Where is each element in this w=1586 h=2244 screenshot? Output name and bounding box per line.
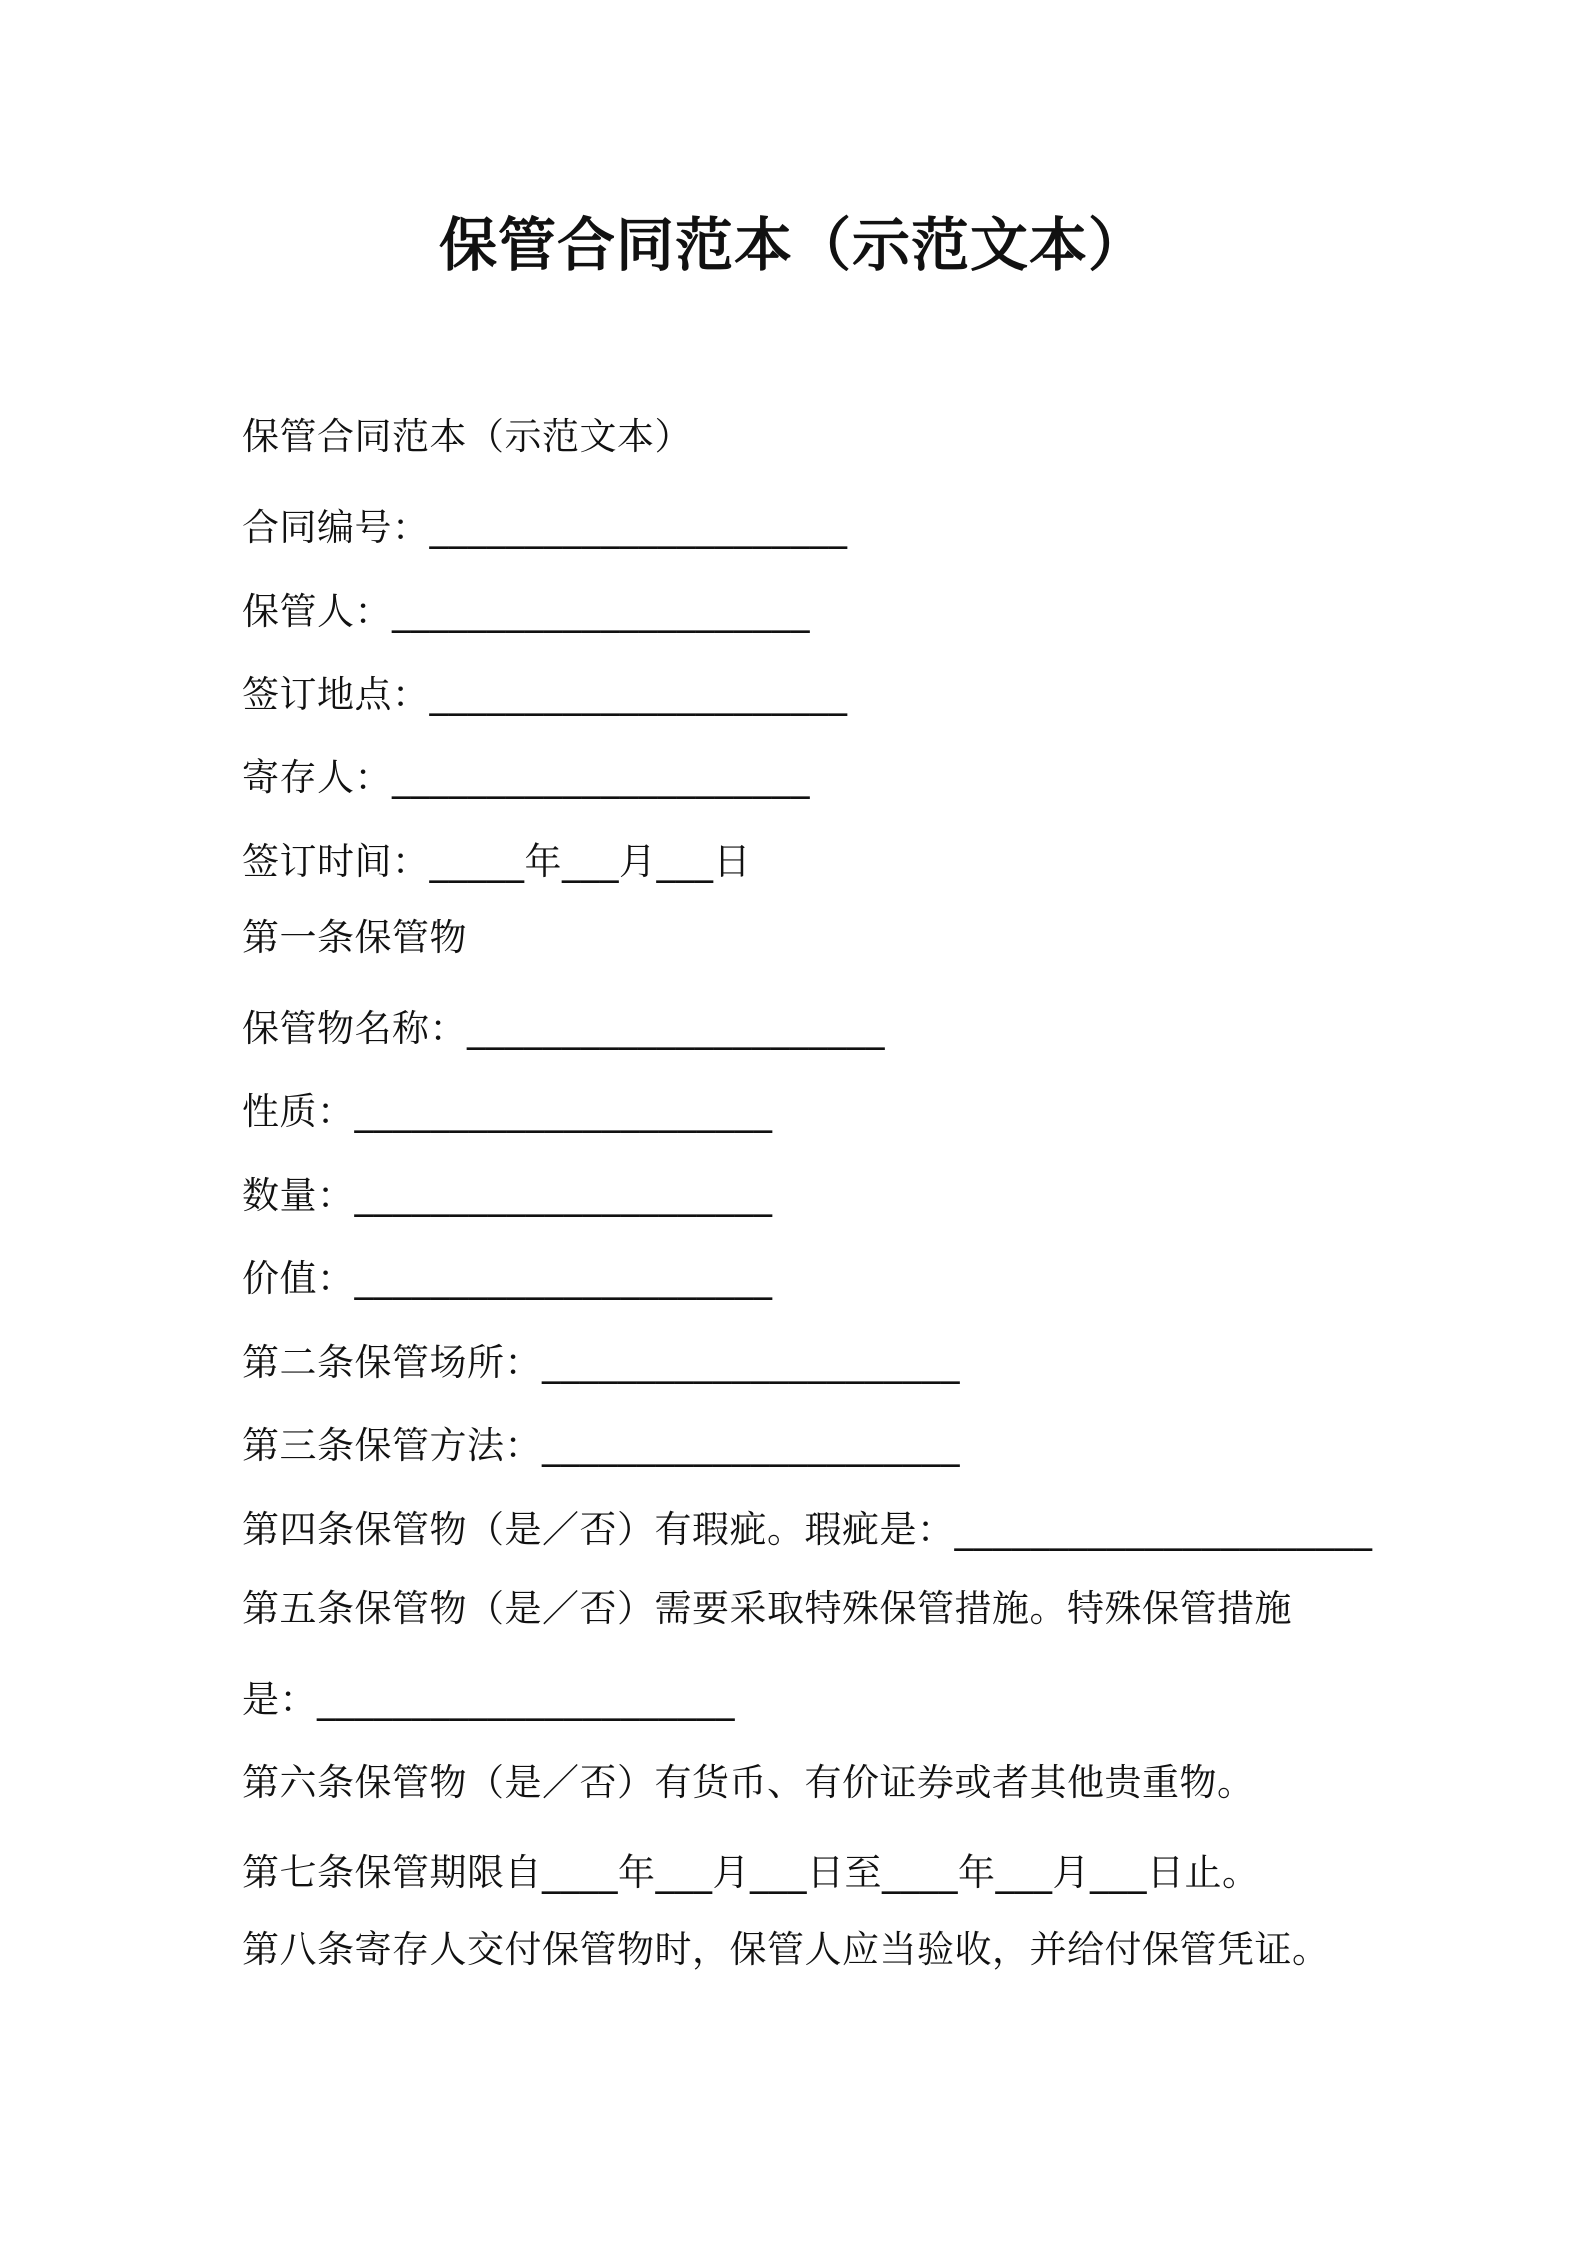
article-7-line: 第七条保管期限自____年___月___日至____年___月___日止。 bbox=[242, 1851, 1260, 1894]
item-nature-line: 性质：______________________ bbox=[242, 1090, 773, 1133]
article-4-line: 第四条保管物（是／否）有瑕疵。瑕疵是：______________________ bbox=[242, 1508, 1373, 1551]
document-title: 保管合同范本（示范文本） bbox=[438, 211, 1147, 279]
subtitle-line: 保管合同范本（示范文本） bbox=[242, 415, 692, 458]
article-2-line: 第二条保管场所：______________________ bbox=[242, 1341, 960, 1384]
article-6-line: 第六条保管物（是／否）有货币、有价证券或者其他贵重物。 bbox=[242, 1761, 1255, 1804]
contract-number-line: 合同编号：______________________ bbox=[242, 506, 848, 549]
signing-place-line: 签订地点：______________________ bbox=[242, 673, 848, 716]
signing-date-line: 签订时间：_____年___月___日 bbox=[242, 840, 751, 883]
item-value-line: 价值：______________________ bbox=[242, 1257, 773, 1300]
custodian-line: 保管人：______________________ bbox=[242, 590, 810, 633]
article-1-heading: 第一条保管物 bbox=[242, 916, 467, 959]
item-name-line: 保管物名称：______________________ bbox=[242, 1007, 885, 1050]
article-3-line: 第三条保管方法：______________________ bbox=[242, 1424, 960, 1467]
article-5-line: 第五条保管物（是／否）需要采取特殊保管措施。特殊保管措施 bbox=[242, 1587, 1292, 1630]
article-5-continued-line: 是：______________________ bbox=[242, 1678, 735, 1721]
article-8-line: 第八条寄存人交付保管物时，保管人应当验收，并给付保管凭证。 bbox=[242, 1928, 1330, 1971]
item-quantity-line: 数量：______________________ bbox=[242, 1174, 773, 1217]
depositor-line: 寄存人：______________________ bbox=[242, 756, 810, 799]
